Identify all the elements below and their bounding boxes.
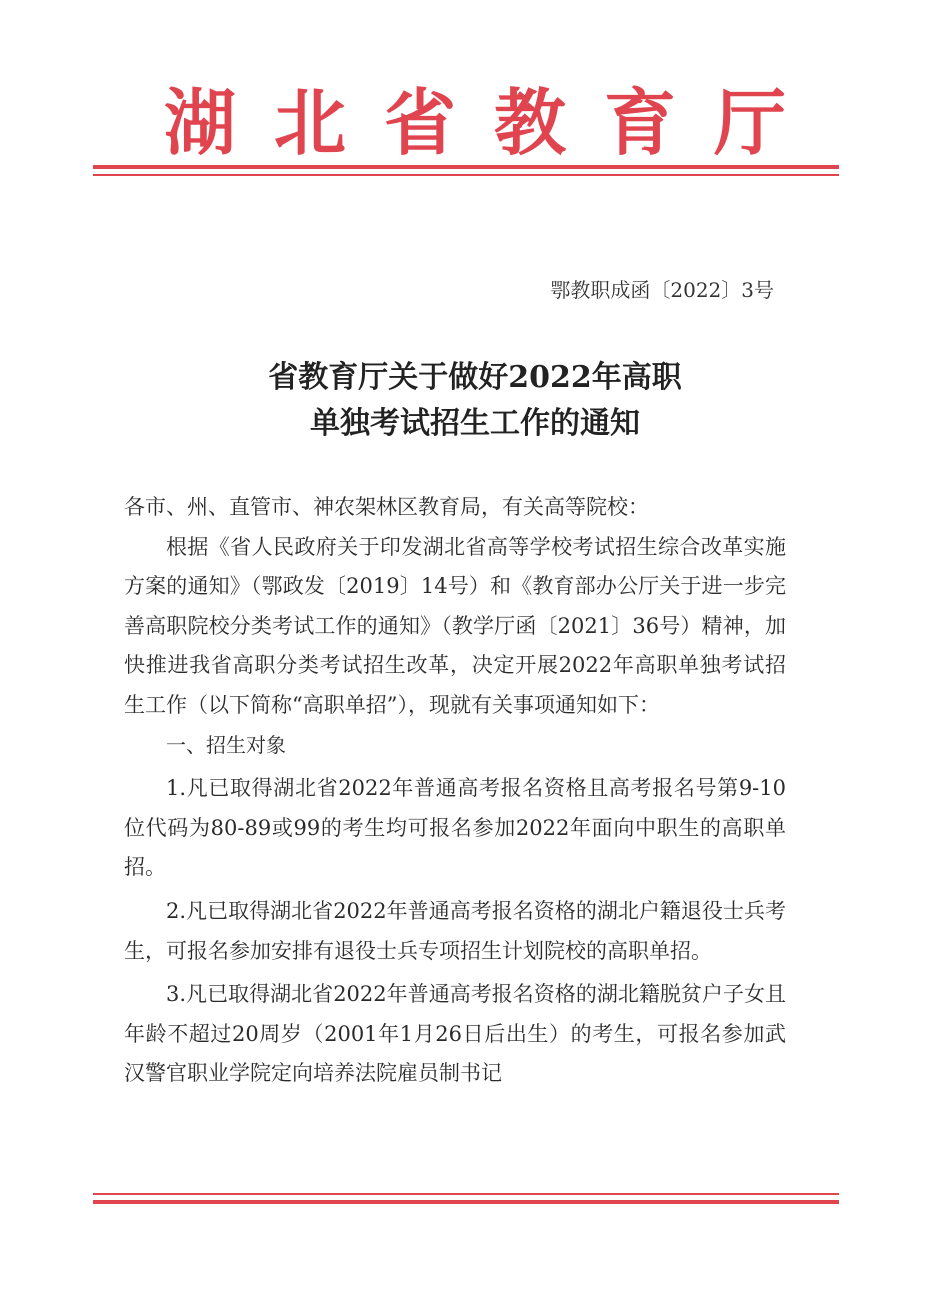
- letterhead-rule-thick: [93, 165, 839, 169]
- section-heading: 一、招生对象: [166, 732, 286, 757]
- item-paragraph-2: 2.凡已取得湖北省2022年普通高考报名资格的湖北户籍退役士兵考生，可报名参加安排有退役士兵专项招生计划院校的高职单招。: [124, 898, 786, 963]
- item-paragraph-1: 1.凡已取得湖北省2022年普通高考报名资格且高考报名号第9-10位代码为80-89或99的考生均可报名参加2022年面向中职生的高职单招。: [124, 776, 786, 880]
- letterhead-title: 湖北省教育厅: [163, 80, 824, 165]
- footer-rule-thin: [93, 1193, 839, 1195]
- document-title-line-2: 单独考试招生工作的通知: [310, 406, 640, 441]
- addressee: 各市、州、直管市、神农架林区教育局，有关高等院校：: [124, 495, 649, 519]
- letterhead-rule-thin: [93, 174, 839, 176]
- document-title: [0, 355, 950, 447]
- document-body: [124, 488, 786, 1094]
- footer-rule-thick: [93, 1200, 839, 1204]
- item-paragraph-3: 3.凡已取得湖北省2022年普通高考报名资格的湖北籍脱贫户子女且年龄不超过20周岁（2001年1月26日后出生）的考生，可报名参加武汉警官职业学院定向培养法院雇员制书记: [124, 982, 786, 1086]
- intro-paragraph: 根据《省人民政府关于印发湖北省高等学校考试招生综合改革实施方案的通知》（鄂政发〔2019〕14号）和《教育部办公厅关于进一步完善高职院校分类考试工作的通知》（教学厅函〔2021〕36号）精神，加快推进我省高职分类考试招生改革，决定开展2022年高职单独考试招生工作（以下简称“高职单招”），现就有关事项通知如下：: [124, 534, 786, 717]
- document-title-line-1: 省教育厅关于做好2022年高职: [268, 360, 682, 395]
- document-number: 鄂教职成函〔2022〕3号: [550, 278, 774, 302]
